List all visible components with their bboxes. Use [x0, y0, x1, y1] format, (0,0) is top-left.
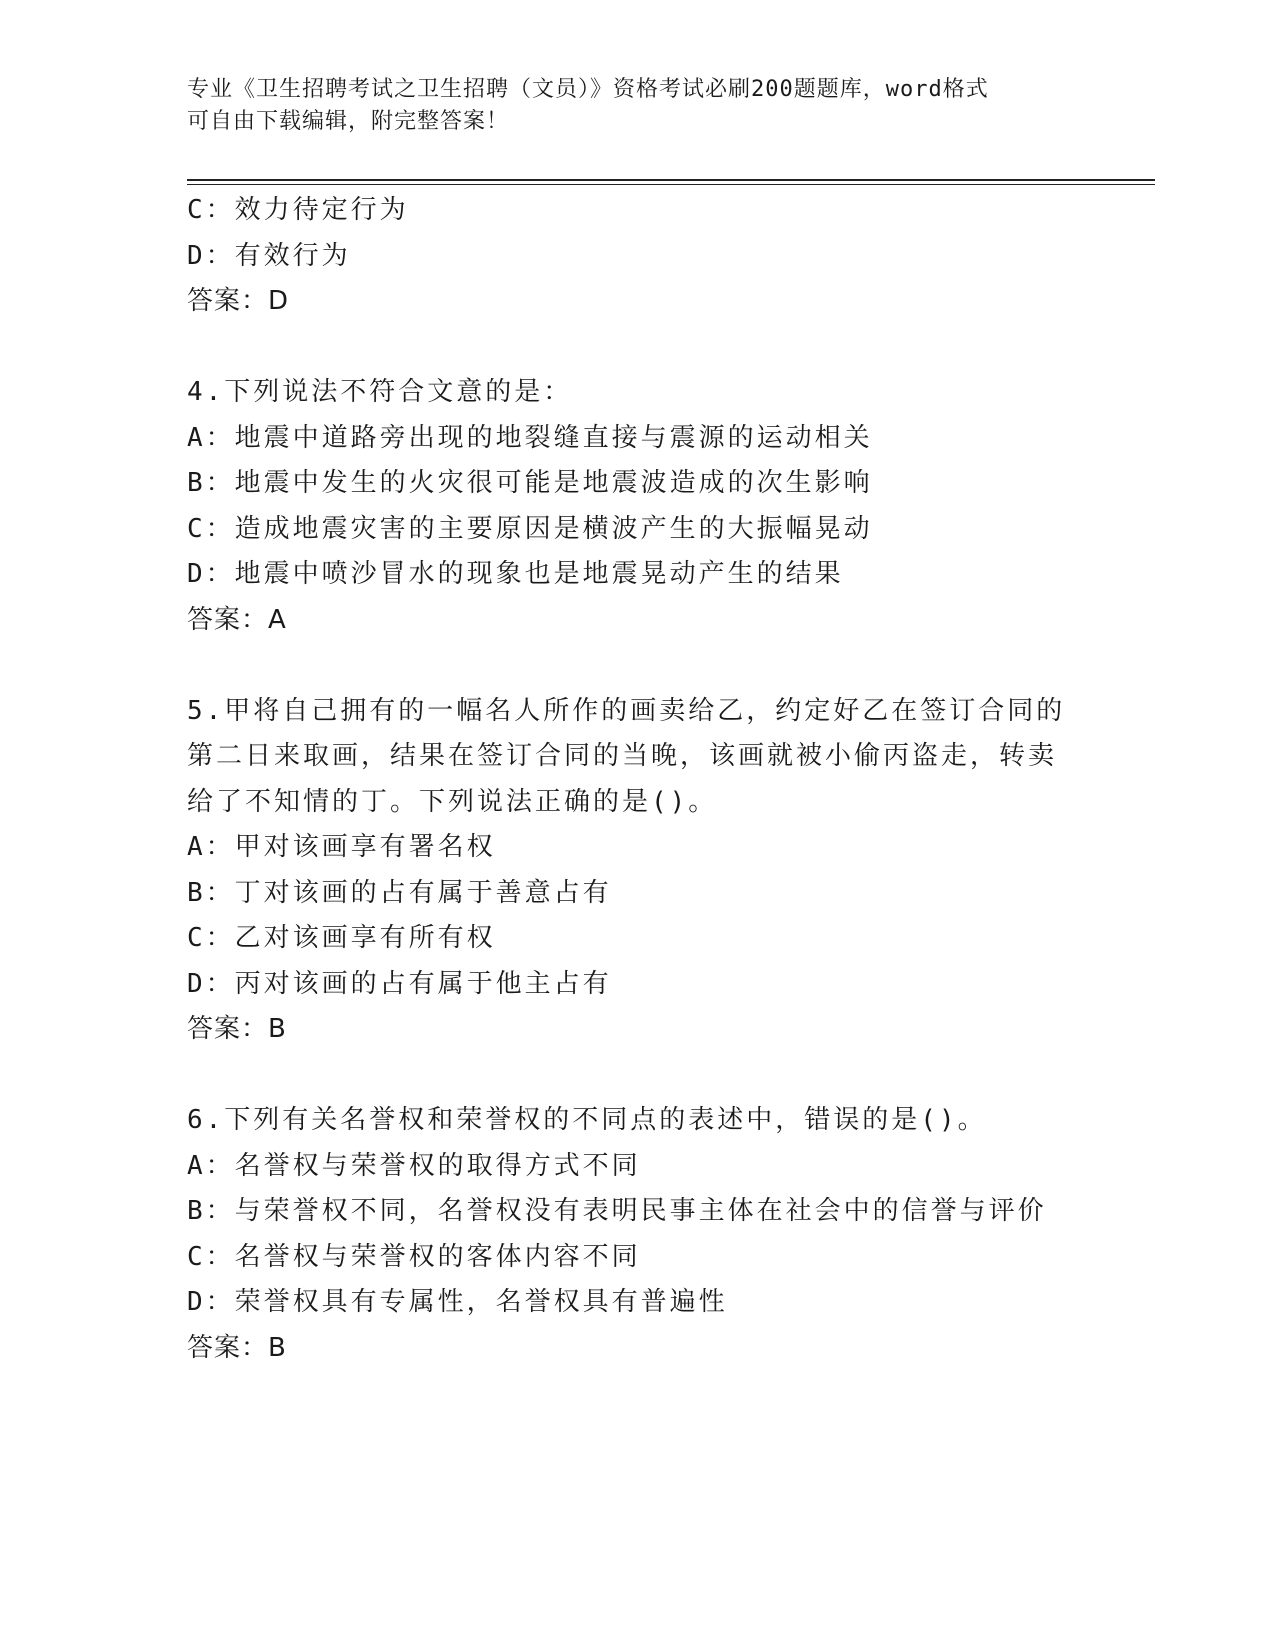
question-6	[187, 1098, 1087, 1371]
question-spacer	[187, 1053, 1087, 1099]
option-d: D：有效行为	[187, 240, 351, 271]
header-line-1: 专业《卫生招聘考试之卫生招聘（文员）》资格考试必刷200题题库，word格式	[187, 77, 989, 102]
option-b: B：丁对该画的占有属于善意占有	[187, 877, 612, 908]
question-stem-line-1: 5.甲将自己拥有的一幅名人所作的画卖给乙，约定好乙在签订合同的	[187, 695, 1066, 726]
header-line-2: 可自由下载编辑，附完整答案！	[187, 109, 510, 134]
document-header	[187, 74, 1087, 138]
option-c: C：造成地震灾害的主要原因是横波产生的大振幅晃动	[187, 513, 873, 544]
answer-line: 答案：B	[187, 1332, 287, 1363]
option-c: C：乙对该画享有所有权	[187, 923, 496, 953]
question-stem-line-3: 给了不知情的丁。下列说法正确的是()。	[187, 786, 718, 817]
question-stem-line-2: 第二日来取画，结果在签订合同的当晚，该画就被小偷丙盗走，转卖	[187, 741, 1058, 771]
question-stem: 6.下列有关名誉权和荣誉权的不同点的表述中，错误的是()。	[187, 1105, 987, 1135]
option-d: D：丙对该画的占有属于他主占有	[187, 968, 612, 999]
question-3-partial	[187, 188, 1087, 325]
answer-line: 答案：A	[187, 604, 287, 635]
option-b: B：与荣誉权不同，名誉权没有表明民事主体在社会中的信誉与评价	[187, 1196, 1047, 1226]
question-4	[187, 370, 1087, 643]
question-list	[187, 188, 1087, 1371]
header-rule-thin	[187, 184, 1155, 185]
answer-line: 答案：D	[187, 286, 290, 316]
option-c: C：名誉权与荣誉权的客体内容不同	[187, 1241, 641, 1272]
option-d: D：地震中喷沙冒水的现象也是地震晃动产生的结果	[187, 559, 844, 589]
question-spacer	[187, 643, 1087, 689]
question-5	[187, 689, 1087, 1053]
answer-line: 答案：B	[187, 1014, 287, 1044]
option-d: D：荣誉权具有专属性，名誉权具有普遍性	[187, 1287, 728, 1317]
question-spacer	[187, 325, 1087, 371]
question-stem: 4.下列说法不符合文意的是：	[187, 377, 573, 407]
option-b: B：地震中发生的火灾很可能是地震波造成的次生影响	[187, 468, 873, 498]
option-a: A：甲对该画享有署名权	[187, 832, 496, 862]
option-a: A：名誉权与荣誉权的取得方式不同	[187, 1150, 641, 1181]
option-c: C：效力待定行为	[187, 195, 409, 225]
header-rule-thick	[187, 179, 1155, 181]
option-a: A：地震中道路旁出现的地裂缝直接与震源的运动相关	[187, 422, 873, 453]
